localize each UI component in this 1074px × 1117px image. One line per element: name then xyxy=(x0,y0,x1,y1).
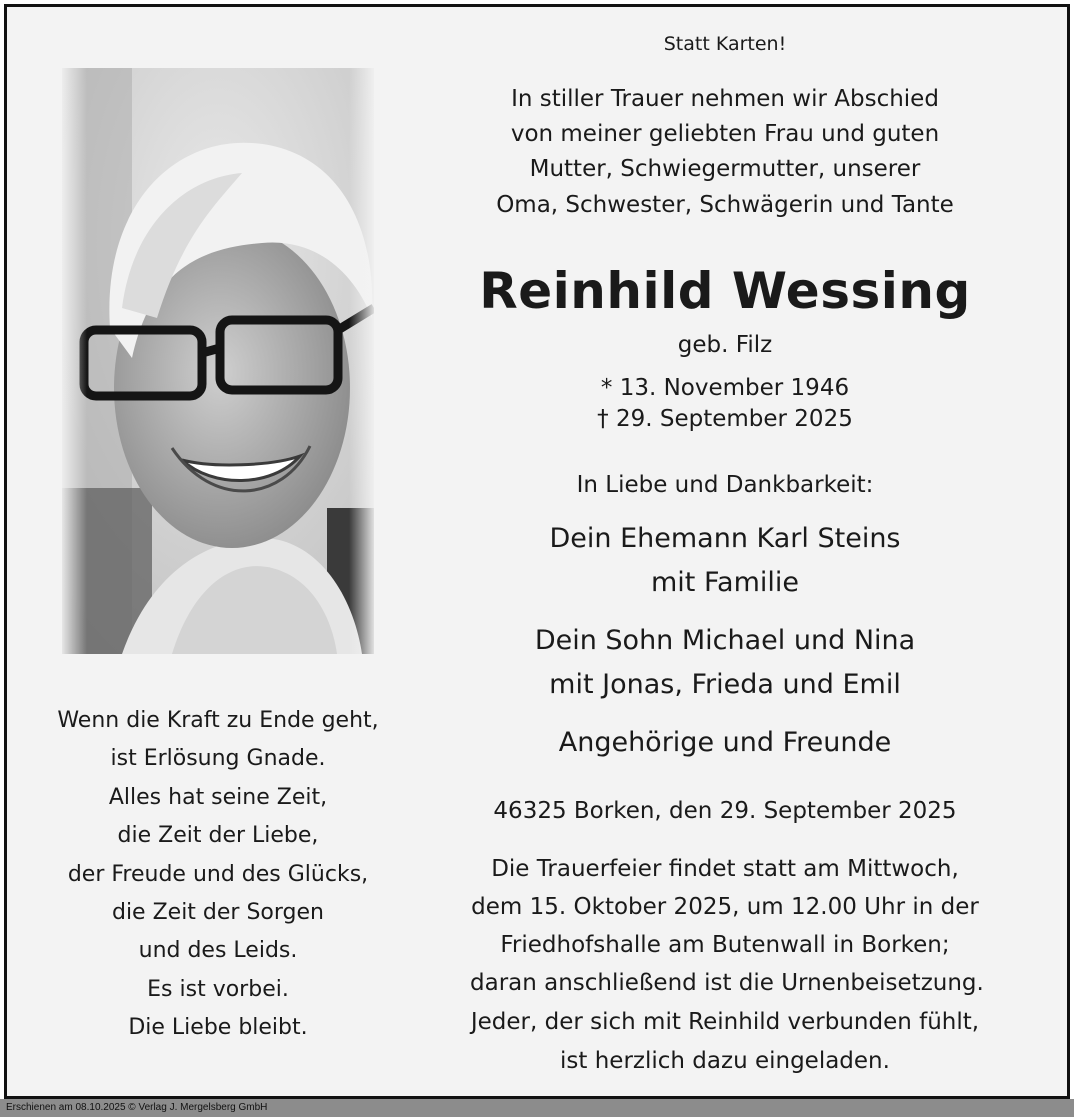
intro-line: Oma, Schwester, Schwägerin und Tante xyxy=(496,192,954,218)
funeral-info-line: dem 15. Oktober 2025, um 12.00 Uhr in der xyxy=(471,894,979,920)
funeral-info-line: Jeder, der sich mit Reinhild verbunden fühlt, xyxy=(470,1009,980,1035)
funeral-info-line: Die Trauerfeier findet statt am Mittwoch, xyxy=(491,856,959,882)
poem-line: und des Leids. xyxy=(138,938,298,964)
death-date: † 29. September 2025 xyxy=(597,406,853,432)
portrait-photo xyxy=(62,68,374,654)
mourner-line: mit Familie xyxy=(651,567,799,598)
gratitude-line: In Liebe und Dankbarkeit: xyxy=(576,472,874,498)
intro-line: In stiller Trauer nehmen wir Abschied xyxy=(511,86,939,112)
main-text-column xyxy=(470,0,984,1090)
poem-line: die Zeit der Liebe, xyxy=(117,823,319,849)
statt-karten: Statt Karten! xyxy=(663,33,787,55)
place-date: 46325 Borken, den 29. September 2025 xyxy=(493,798,957,824)
birth-date: * 13. November 1946 xyxy=(600,375,850,401)
poem-line: Alles hat seine Zeit, xyxy=(108,784,328,810)
poem-line: die Zeit der Sorgen xyxy=(111,900,324,926)
poem-line: Es ist vorbei. xyxy=(147,976,289,1002)
poem-line: Wenn die Kraft zu Ende geht, xyxy=(57,708,379,733)
poem-line: der Freude und des Glücks, xyxy=(67,861,369,887)
deceased-name: Reinhild Wessing xyxy=(479,262,971,320)
poem-line: ist Erlösung Gnade. xyxy=(110,746,326,772)
funeral-info-line: Friedhofshalle am Butenwall in Borken; xyxy=(500,932,950,958)
poem xyxy=(20,702,416,1048)
funeral-info-line: ist herzlich dazu eingeladen. xyxy=(560,1048,890,1074)
publisher-footer: Erschienen am 08.10.2025 © Verlag J. Mergelsberg GmbH xyxy=(0,1099,1074,1117)
mourner-line: mit Jonas, Frieda und Emil xyxy=(549,669,901,700)
mourner-line: Dein Ehemann Karl Steins xyxy=(549,523,901,554)
mourner-line: Dein Sohn Michael und Nina xyxy=(534,625,916,656)
mourner-line: Angehörige und Freunde xyxy=(558,727,892,758)
intro-line: von meiner geliebten Frau und guten xyxy=(510,121,940,147)
poem-line: Die Liebe bleibt. xyxy=(128,1015,308,1041)
intro-line: Mutter, Schwiegermutter, unserer xyxy=(529,156,921,182)
maiden-name: geb. Filz xyxy=(677,332,773,358)
funeral-info-line: daran anschließend ist die Urnenbeisetzung. xyxy=(470,970,984,996)
